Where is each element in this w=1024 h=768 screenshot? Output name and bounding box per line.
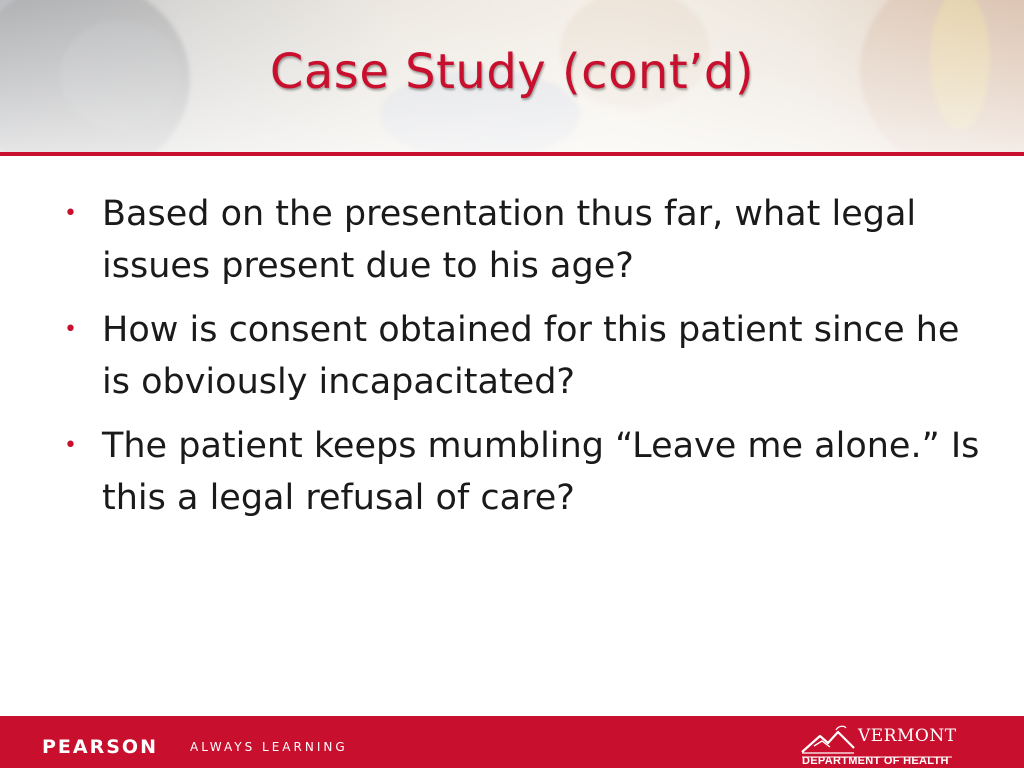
footer-bar — [0, 716, 1024, 768]
publisher-logo: PEARSON — [42, 736, 158, 758]
bullet-list — [60, 188, 980, 524]
slide-title: Case Study (cont’d) — [269, 44, 755, 100]
bullet-text: Based on the presentation thus far, what legal issues present due to his age? — [102, 194, 917, 286]
org-name: VERMONT — [858, 726, 957, 746]
bullet-dot-icon: • — [64, 433, 77, 458]
org-department: DEPARTMENT OF HEALTH — [802, 755, 949, 767]
bullet-text: How is consent obtained for this patient since he is obviously incapacitated? — [102, 310, 960, 402]
bullet-text: The patient keeps mumbling “Leave me alone.” Is this a legal refusal of care? — [102, 426, 980, 518]
bullet-dot-icon: • — [64, 317, 77, 342]
bullet-item — [60, 304, 980, 408]
bullet-dot-icon: • — [64, 201, 77, 226]
bullet-item — [60, 188, 980, 292]
header-divider — [0, 152, 1024, 156]
slide-content — [60, 188, 980, 536]
publisher-tagline: ALWAYS LEARNING — [190, 740, 348, 754]
bullet-item — [60, 420, 980, 524]
